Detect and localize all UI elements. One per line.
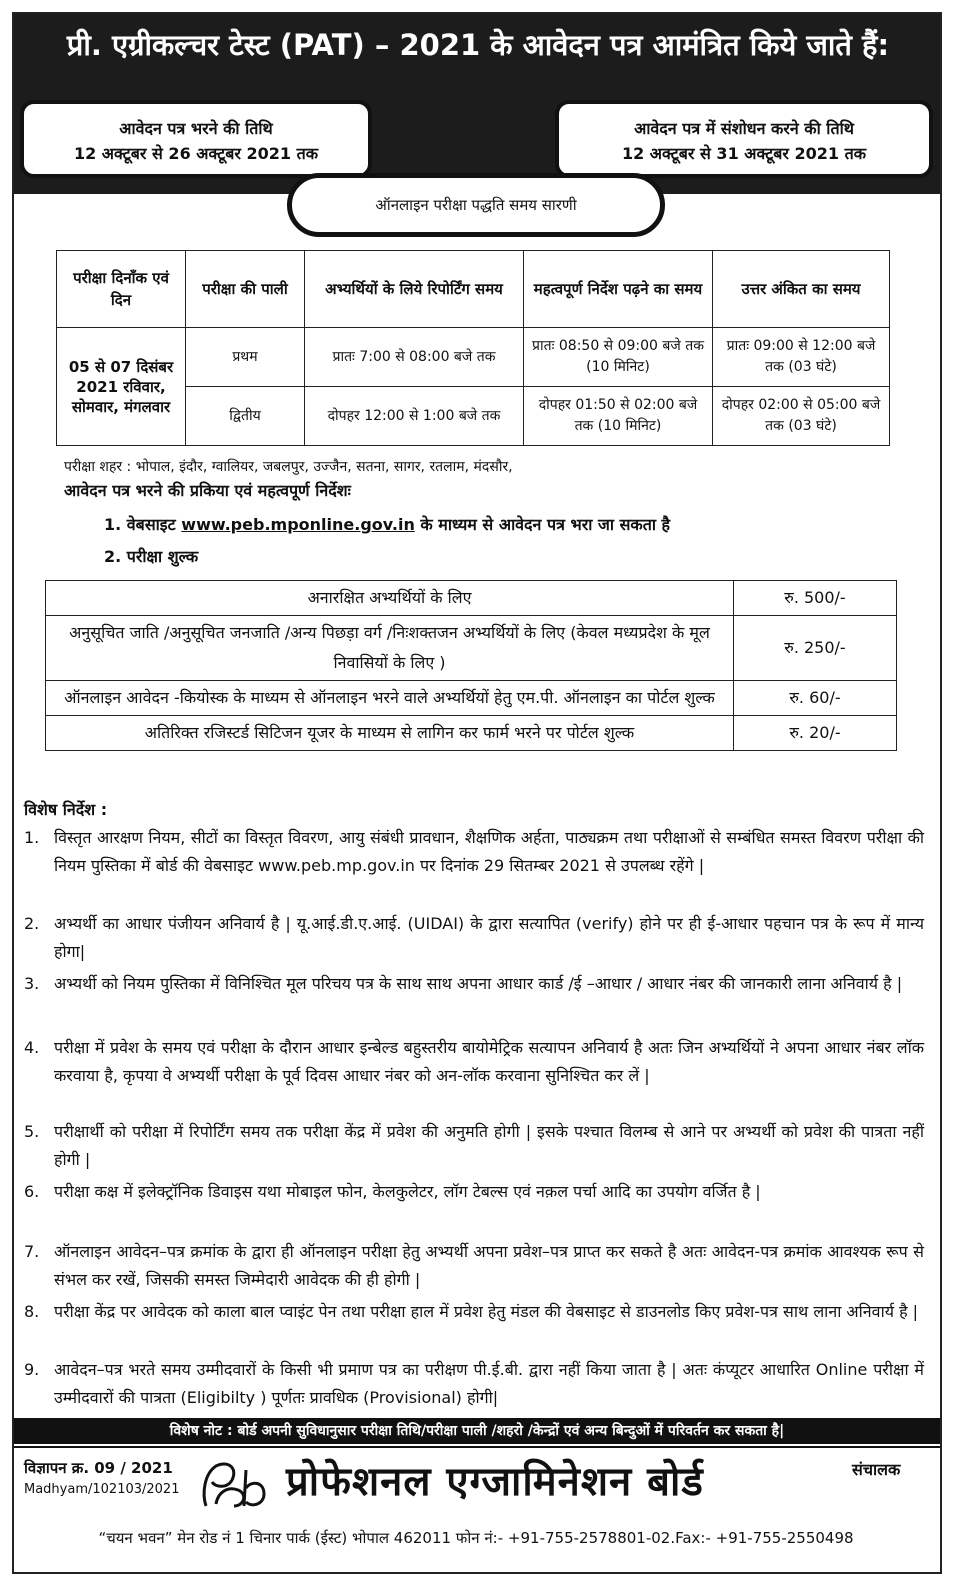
fee-desc: अतिरिक्त रजिस्टर्ड सिटिजन यूजर के माध्यम से लागिन कर फार्म भरने पर पोर्टल शुल्क — [46, 716, 734, 751]
fee-desc: ऑनलाइन आवेदन -कियोस्क के माध्यम से ऑनलाइन भरने वाले अभ्यर्थियों हेतु एम.पी. ऑनलाइन का पोर्टल शुल्क — [46, 681, 734, 716]
exam-cities: परीक्षा शहर : भोपाल, इंदौर, ग्वालियर, जबलपुर, उज्जैन, सतना, सागर, रतलाम, मंदसौर, — [64, 459, 513, 475]
special-instructions-title: विशेष निर्देश : — [24, 800, 108, 819]
item-number: 9. — [24, 1360, 40, 1379]
list-item — [24, 1118, 924, 1174]
advertisement-number: विज्ञापन क्र. 09 / 2021 — [24, 1459, 173, 1477]
item-text: ऑनलाइन आवेदन–पत्र क्रमांक के द्वारा ही ऑनलाइन परीक्षा हेतु अभ्यर्थी अपना प्रवेश–पत्र प्राप्त कर सकते है अतः आवेदन-पत्र क्रमांक आवश्यक रूप से संभल कर रखें, जिसकी समस्त जिम्मेदारी आवेदक की ही होगी | — [54, 1242, 924, 1289]
item-text: परीक्षा कक्ष में इलेक्ट्रॉनिक डिवाइस यथा मोबाइल फोन, केलकुलेटर, लॉग टेबल्स एवं नक़ल पर्चा आदि का उपयोग वर्जित है | — [54, 1182, 761, 1201]
step-fee: 2. परीक्षा शुल्क — [104, 547, 199, 566]
process-heading: आवेदन पत्र भरने की प्रकिया एवं महत्वपूर्ण निर्देशः — [64, 481, 351, 500]
list-item — [24, 1034, 924, 1090]
apply-label: आवेदन पत्र भरने की तिथि — [119, 119, 273, 138]
fee-table — [45, 580, 897, 751]
apply-dates: 12 अक्टूबर से 26 अक्टूबर 2021 तक — [73, 144, 319, 163]
item-number: 7. — [24, 1242, 40, 1261]
item-number: 4. — [24, 1038, 40, 1057]
table-row — [46, 716, 897, 751]
madhyam-code: Madhyam/102103/2021 — [24, 1482, 180, 1497]
list-item — [24, 1178, 924, 1206]
item-number: 5. — [24, 1122, 40, 1141]
item-number: 8. — [24, 1302, 40, 1321]
item-text: विस्तृत आरक्षण नियम, सीटों का विस्तृत विवरण, आयु संबंधी प्रावधान, शैक्षणिक अर्हता, पाठ्यक्रम तथा परीक्षाओं से सम्बंधित समस्त विवरण परीक्षा की नियम पुस्तिका में बोर्ड की वेबसाइट www.peb.mp.gov.in पर दिनांक 29 सितम्बर 2021 से उपलब्ध रहेंगे | — [54, 828, 924, 875]
apply-dates-box — [20, 100, 372, 178]
instruction-time: दोपहर 01:50 से 02:00 बजे तक (10 मिनिट) — [524, 387, 713, 446]
item-text: परीक्षार्थी को परीक्षा में रिपोर्टिंग समय तक परीक्षा केंद्र में प्रवेश की अनुमति होगी | इसके पश्चात विलम्ब से आने पर अभ्यर्थी को प्रवेश की पात्रता नहीं होगी | — [54, 1122, 924, 1169]
fee-desc: अनुसूचित जाति /अनुसूचित जनजाति /अन्य पिछड़ा वर्ग /निःशक्तजन अभ्यर्थियों के लिए (केवल मध्यप्रदेश के मूल निवासियों के लिए ) — [46, 616, 734, 681]
col-reporting: अभ्यर्थियों के लिये रिपोर्टिंग समय — [305, 251, 524, 328]
col-answer: उत्तर अंकित का समय — [713, 251, 890, 328]
item-text: अभ्यर्थी का आधार पंजीयन अनिवार्य है | यू.आई.डी.ए.आई. (UIDAI) के द्वारा सत्यापित (verify) होने पर ही ई-आधार पहचान पत्र के रूप में मान्य होगा| — [54, 914, 924, 961]
fee-desc: अनारक्षित अभ्यर्थियों के लिए — [46, 581, 734, 616]
item-text: परीक्षा केंद्र पर आवेदक को काला बाल प्वाइंट पेन तथा परीक्षा हाल में प्रवेश हेतु मंडल की वेबसाइट से डाउनलोड किए प्रवेश-पत्र साथ लाना अनिवार्य है | — [54, 1302, 919, 1321]
fee-amount: रु. 500/- — [734, 581, 897, 616]
page-border — [12, 12, 942, 1574]
page-title: प्री. एग्रीकल्चर टेस्ट (PAT) – 2021 के आवेदन पत्र आमंत्रित किये जाते हैं: — [66, 28, 890, 62]
list-item — [24, 910, 924, 966]
item-text: अभ्यर्थी को नियम पुस्तिका में विनिश्चित मूल परिचय पत्र के साथ साथ अपना आधार कार्ड /ई –आधार / आधार नंबर की जानकारी लाना अनिवार्य है | — [54, 974, 903, 993]
director-label: संचालक — [852, 1460, 901, 1479]
peb-logo-icon — [198, 1456, 272, 1514]
board-address: “चयन भवन” मेन रोड नं 1 चिनार पार्क (ईस्ट) भोपाल 462011 फोन नं:- +91-755-2578801-02.Fax:- +91-755-2550498 — [98, 1529, 854, 1547]
shift: प्रथम — [186, 328, 305, 387]
website-link[interactable]: www.peb.mponline.gov.in — [181, 515, 415, 534]
schedule-header-row — [57, 251, 890, 328]
fee-amount: रु. 250/- — [734, 616, 897, 681]
col-shift: परीक्षा की पाली — [186, 251, 305, 328]
step1-suffix: के माध्यम से आवेदन पत्र भरा जा सकता है — [420, 515, 671, 534]
exam-date: 05 से 07 दिसंबर 2021 रविवार, सोमवार, मंगलवार — [57, 328, 186, 446]
item-number: 3. — [24, 974, 40, 993]
item-number: 2. — [24, 914, 40, 933]
correction-dates: 12 अक्टूबर से 31 अक्टूबर 2021 तक — [621, 144, 867, 163]
answer-time: प्रातः 09:00 से 12:00 बजे तक (03 घंटे) — [713, 328, 890, 387]
item-number: 6. — [24, 1182, 40, 1201]
list-item — [24, 1356, 924, 1412]
instruction-time: प्रातः 08:50 से 09:00 बजे तक (10 मिनिट) — [524, 328, 713, 387]
col-date: परीक्षा दिनाँक एवं दिन — [57, 251, 186, 328]
table-row — [46, 681, 897, 716]
col-instructions: महत्वपूर्ण निर्देश पढ़ने का समय — [524, 251, 713, 328]
list-item — [24, 824, 924, 880]
answer-time: दोपहर 02:00 से 05:00 बजे तक (03 घंटे) — [713, 387, 890, 446]
list-item — [24, 1298, 924, 1326]
reporting-time: प्रातः 7:00 से 08:00 बजे तक — [305, 328, 524, 387]
board-name: प्रोफेशनल एग्जामिनेशन बोर्ड — [286, 1459, 704, 1505]
step1-prefix: 1. वेबसाइट — [104, 515, 176, 534]
step-website — [104, 514, 670, 536]
item-number: 1. — [24, 828, 40, 847]
schedule-table — [56, 250, 890, 446]
fee-amount: रु. 20/- — [734, 716, 897, 751]
table-row — [46, 616, 897, 681]
table-row — [46, 581, 897, 616]
list-item — [24, 970, 924, 998]
shift: द्वितीय — [186, 387, 305, 446]
correction-label: आवेदन पत्र में संशोधन करने की तिथि — [634, 119, 854, 138]
list-item — [24, 1238, 924, 1294]
footer-divider — [14, 1446, 940, 1448]
table-row — [57, 328, 890, 387]
reporting-time: दोपहर 12:00 से 1:00 बजे तक — [305, 387, 524, 446]
schedule-title: ऑनलाइन परीक्षा पद्धति समय सारणी — [287, 173, 665, 237]
special-note: विशेष नोट : बोर्ड अपनी सुविधानुसार परीक्षा तिथि/परीक्षा पाली /शहरो /केन्द्रों एवं अन्य बिन्दुओं में परिवर्तन कर सकता है| — [14, 1418, 940, 1444]
correction-dates-box — [555, 100, 933, 178]
item-text: परीक्षा में प्रवेश के समय एवं परीक्षा के दौरान आधार इन्बेल्ड बहुस्तरीय बायोमेट्रिक सत्यापन अनिवार्य है अतः जिन अभ्यर्थियों ने अपना आधार नंबर लॉक करवाया है, कृपया वे अभ्यर्थी परीक्षा के पूर्व दिवस आधार नंबर को अन-लॉक करवाना सुनिश्चित कर लें | — [54, 1038, 924, 1085]
fee-amount: रु. 60/- — [734, 681, 897, 716]
item-text: आवेदन–पत्र भरते समय उम्मीदवारों के किसी भी प्रमाण पत्र का परीक्षण पी.ई.बी. द्वारा नहीं किया जाता है | अतः कंप्यूटर आधारित Online परीक्षा में उम्मीदवारों की पात्रता (Eligibilty ) पूर्णतः प्रावधिक (Provisional) होगी| — [54, 1360, 924, 1407]
